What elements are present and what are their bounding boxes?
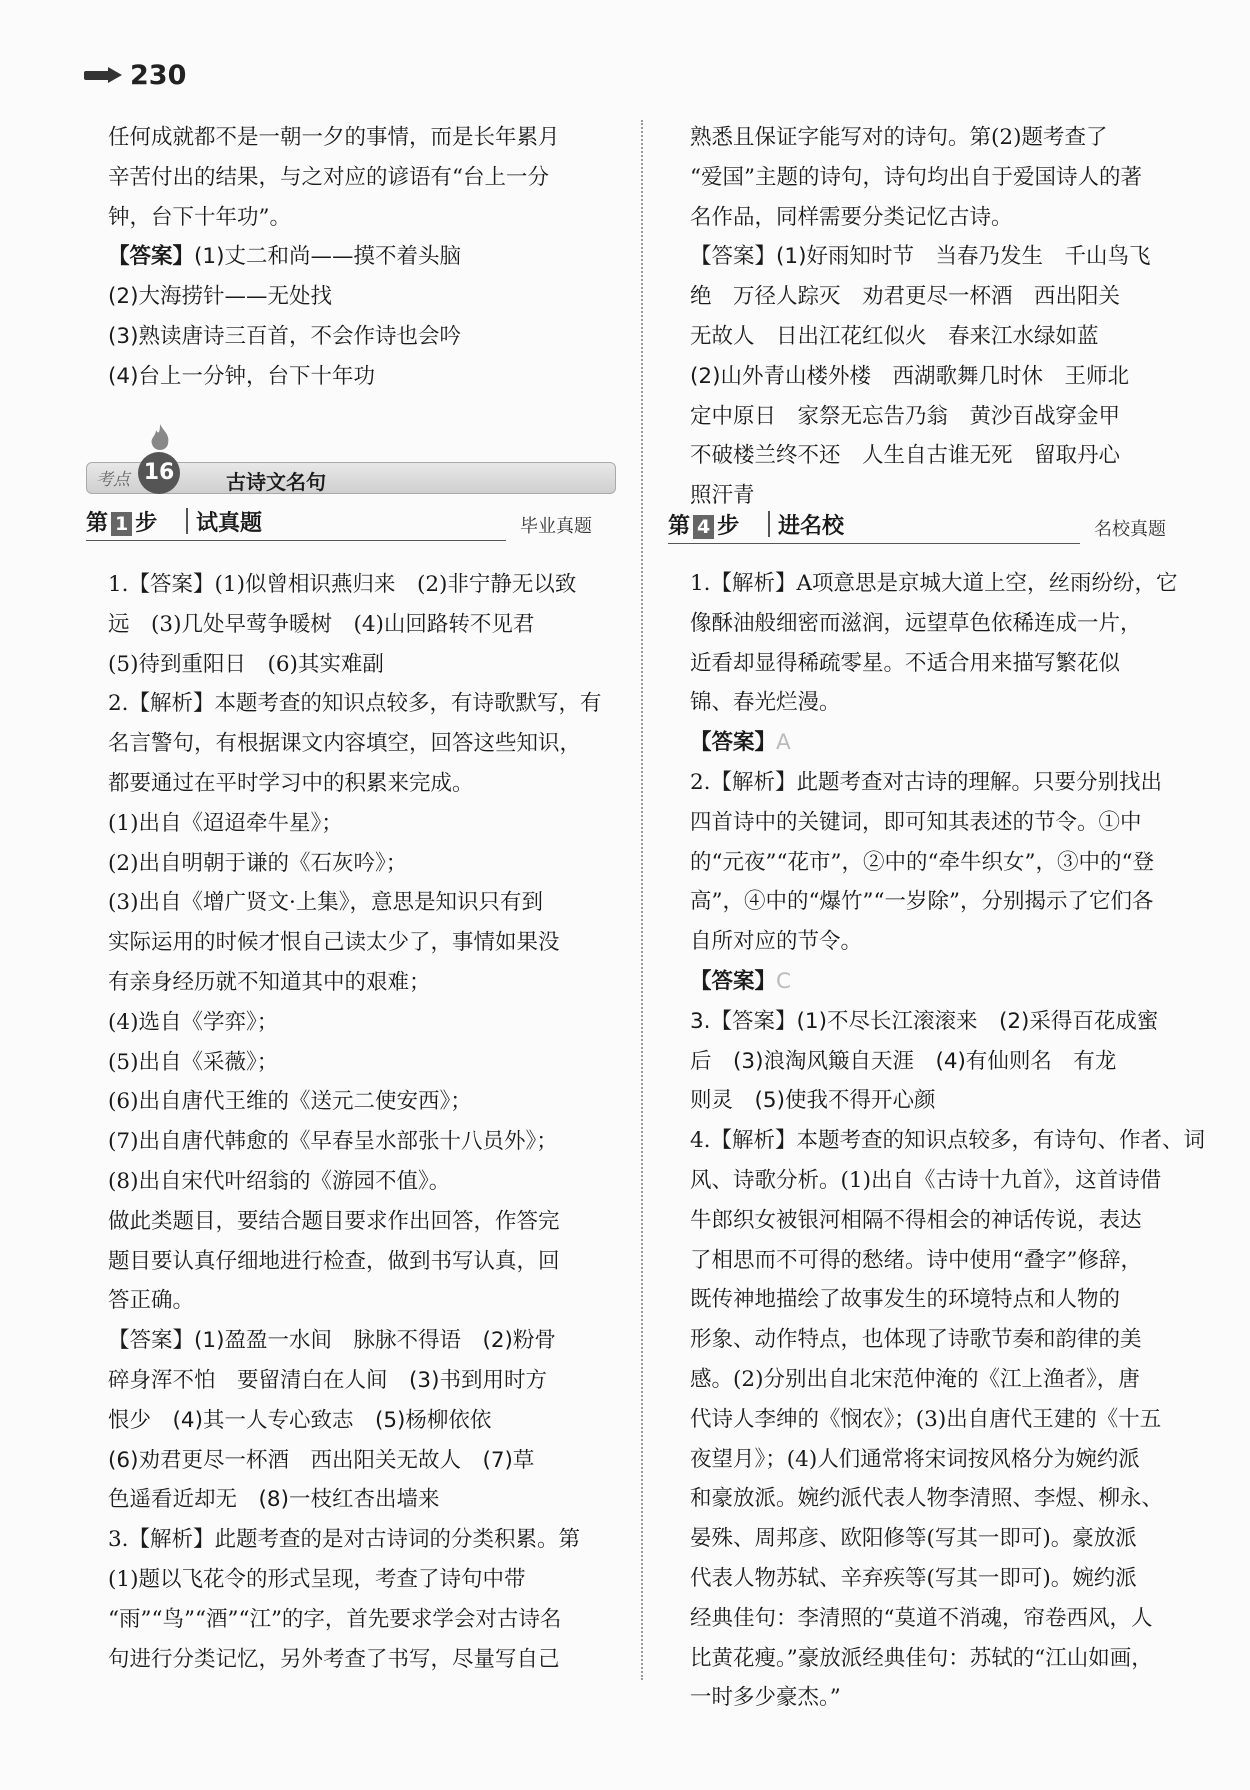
answer-tag: 【答案】: [690, 968, 777, 994]
text-line: (1)出自《迢迢牵牛星》；: [108, 810, 343, 836]
text-line: 有亲身经历就不知道其中的艰难；: [108, 969, 431, 995]
answer-line: (2)山外青山楼外楼 西湖歌舞几时休 王师北: [690, 363, 1129, 389]
page-number: 230: [130, 59, 187, 91]
answer-line: 不破楼兰终不还 人生自古谁无死 留取丹心: [690, 443, 1121, 469]
text-line: (5)出自《采薇》；: [108, 1049, 279, 1075]
answer-choice: A: [776, 730, 791, 756]
answer-text: (1)丈二和尚——摸不着头脑: [194, 244, 461, 270]
text-line: (8)出自宋代叶绍翁的《游园不值》。: [108, 1168, 451, 1194]
text-line: 做此类题目，要结合题目要求作出回答，作答完: [108, 1208, 560, 1234]
text-line: 一时多少豪杰。”: [690, 1685, 841, 1711]
arrow-icon: [84, 67, 124, 83]
left-column: [108, 118, 628, 397]
answer-line: 后 (3)浪淘风簸自天涯 (4)有仙则名 有龙: [690, 1048, 1117, 1074]
step-underline: [668, 543, 1080, 544]
text-line: 高”，④中的“爆竹”“一岁除”，分别揭示了它们各: [690, 889, 1154, 915]
text-line: 代表人物苏轼、辛弃疾等(写其一即可)。婉约派: [690, 1565, 1137, 1591]
text-line: 4.【解析】本题考查的知识点较多，有诗句、作者、词: [690, 1128, 1206, 1154]
topic-number: 16: [138, 452, 180, 494]
step-tag: 名校真题: [1094, 519, 1166, 540]
answer-line: 碎身浑不怕 要留清白在人间 (3)书到用时方: [108, 1367, 547, 1393]
text-line: 经典佳句：李清照的“莫道不消魂，帘卷西风，人: [690, 1605, 1153, 1631]
text-line: 1.【解析】A项意思是京城大道上空，丝雨纷纷，它: [690, 571, 1178, 596]
text-line: (4)选自《学弈》；: [108, 1009, 279, 1035]
text-line: 牛郎织女被银河相隔不得相会的神话传说，表达: [690, 1207, 1142, 1233]
step-separator: [768, 511, 770, 537]
answer-line: 【答案】(1)盈盈一水间 脉脉不得语 (2)粉骨: [108, 1328, 556, 1354]
text-line: 答正确。: [108, 1288, 195, 1314]
text-line: 和豪放派。婉约派代表人物李清照、李煜、柳永、: [690, 1486, 1164, 1512]
answer-line: (4)台上一分钟，台下十年功: [108, 363, 375, 389]
flame-icon: [146, 424, 174, 454]
text-line: 代诗人李绅的《悯农》；(3)出自唐代王建的《十五: [690, 1406, 1162, 1432]
text-line: 形象、动作特点，也体现了诗歌节奏和韵律的美: [690, 1327, 1142, 1353]
text-line: 任何成就都不是一朝一夕的事情，而是长年累月: [108, 125, 560, 150]
left-column-body: [108, 565, 628, 1679]
text-line: 3.【解析】此题考查的是对古诗词的分类积累。第: [108, 1527, 581, 1553]
text-line: 都要通过在平时学习中的积累来完成。: [108, 770, 474, 796]
step-separator: [186, 508, 188, 534]
answer-line: (3)熟读唐诗三百首，不会作诗也会吟: [108, 323, 461, 349]
text-line: 近看却显得稀疏零星。不适合用来描写繁花似: [690, 650, 1121, 676]
text-line: (5)待到重阳日 (6)其实难副: [108, 651, 384, 677]
page-header: [84, 55, 186, 95]
step-title: 进名校: [778, 514, 845, 539]
answer-line: 恨少 (4)其一人专心致志 (5)杨柳依依: [108, 1407, 492, 1433]
answer-line: (6)劝君更尽一杯酒 西出阳关无故人 (7)草: [108, 1447, 535, 1473]
right-column: [690, 118, 1210, 516]
text-line: 了相思而不可得的愁绪。诗中使用“叠字”修辞，: [690, 1247, 1142, 1273]
text-line: 句进行分类记忆，另外考查了书写，尽量写自己: [108, 1646, 560, 1672]
text-line: 的“元夜”“花市”，②中的“牵牛织女”，③中的“登: [690, 849, 1154, 875]
text-line: “爱国”主题的诗句，诗句均出自于爱国诗人的著: [690, 164, 1142, 190]
answer-line: 照汗青: [690, 483, 755, 509]
banner-prefix: 考点: [96, 470, 130, 490]
answer-line: 绝 万径人踪灭 劝君更尽一杯酒 西出阳关: [690, 284, 1121, 310]
answer-choice: C: [776, 968, 792, 994]
topic-title: 古诗文名句: [226, 470, 326, 494]
text-line: 实际运用的时候才恨自己读太少了，事情如果没: [108, 930, 560, 956]
text-line: 晏殊、周邦彦、欧阳修等(写其一即可)。豪放派: [690, 1526, 1137, 1552]
text-line: 自所对应的节令。: [690, 929, 863, 955]
text-line: 名作品，同样需要分类记忆古诗。: [690, 204, 1013, 230]
answer-tag: 【答案】: [108, 244, 195, 270]
topic-banner: [86, 452, 614, 496]
text-line: 感。(2)分别出自北宋范仲淹的《江上渔者》，唐: [690, 1366, 1140, 1392]
text-line: 像酥油般细密而滋润，远望草色依稀连成一片，: [690, 610, 1142, 636]
step-tag: 毕业真题: [520, 516, 592, 537]
text-line: 题目要认真仔细地进行检查，做到书写认真，回: [108, 1248, 560, 1274]
answer-line: [108, 237, 628, 277]
text-line: (3)出自《增广贤文·上集》，意思是知识只有到: [108, 890, 544, 916]
step-underline: [86, 540, 506, 541]
right-column-body: [690, 564, 1210, 1718]
text-line: 远 (3)几处早莺争暖树 (4)山回路转不见君: [108, 611, 535, 637]
text-line: 锦、春光烂漫。: [690, 690, 841, 716]
answer-line: 【答案】(1)好雨知时节 当春乃发生 千山鸟飞: [690, 244, 1151, 270]
text-line: 钟，台下十年功”。: [108, 204, 291, 230]
step-1-header: [86, 506, 616, 540]
text-line: 夜望月》；(4)人们通常将宋词按风格分为婉约派: [690, 1446, 1140, 1472]
step-4-header: [668, 509, 1178, 543]
answer-line: 3.【答案】(1)不尽长江滚滚来 (2)采得百花成蜜: [690, 1008, 1159, 1034]
text-line: (2)出自明朝于谦的《石灰吟》；: [108, 850, 408, 876]
text-line: (1)题以飞花令的形式呈现，考查了诗句中带: [108, 1566, 526, 1592]
text-line: 1.【答案】(1)似曾相识燕归来 (2)非宁静无以致: [108, 572, 577, 597]
text-line: 比黄花瘦。”豪放派经典佳句：苏轼的“江山如画，: [690, 1645, 1153, 1671]
text-line: 既传神地描绘了故事发生的环境特点和人物的: [690, 1287, 1121, 1313]
text-line: 风、诗歌分析。(1)出自《古诗十九首》，这首诗借: [690, 1167, 1162, 1193]
answer-line: 则灵 (5)使我不得开心颜: [690, 1088, 936, 1114]
text-line: 2.【解析】本题考查的知识点较多，有诗歌默写，有: [108, 691, 602, 717]
text-line: (7)出自唐代韩愈的《早春呈水部张十八员外》；: [108, 1129, 558, 1155]
text-line: 四首诗中的关键词，即可知其表述的节令。①中: [690, 809, 1142, 835]
answer-line: 定中原日 家祭无忘告乃翁 黄沙百战穿金甲: [690, 403, 1121, 429]
text-line: 2.【解析】此题考查对古诗的理解。只要分别找出: [690, 769, 1163, 795]
step-label: 第 4 步: [668, 514, 740, 539]
text-line: 辛苦付出的结果，与之对应的谚语有“台上一分: [108, 164, 549, 190]
answer-line: 色遥看近却无 (8)一枝红杏出墙来: [108, 1487, 440, 1513]
step-label: 第 1 步: [86, 511, 158, 536]
answer-line: [690, 962, 1210, 1002]
answer-line: 无故人 日出江花红似火 春来江水绿如蓝: [690, 323, 1099, 349]
answer-line: (2)大海捞针——无处找: [108, 284, 332, 310]
text-line: (6)出自唐代王维的《送元二使安西》；: [108, 1089, 472, 1115]
step-title: 试真题: [196, 511, 263, 536]
text-line: 熟悉且保证字能写对的诗句。第(2)题考查了: [690, 125, 1108, 150]
answer-tag: 【答案】: [690, 730, 777, 756]
column-divider: [641, 120, 643, 1680]
answer-line: [690, 723, 1210, 763]
text-line: 名言警句，有根据课文内容填空，回答这些知识，: [108, 731, 582, 757]
text-line: “雨”“鸟”“酒”“江”的字，首先要求学会对古诗名: [108, 1606, 562, 1632]
